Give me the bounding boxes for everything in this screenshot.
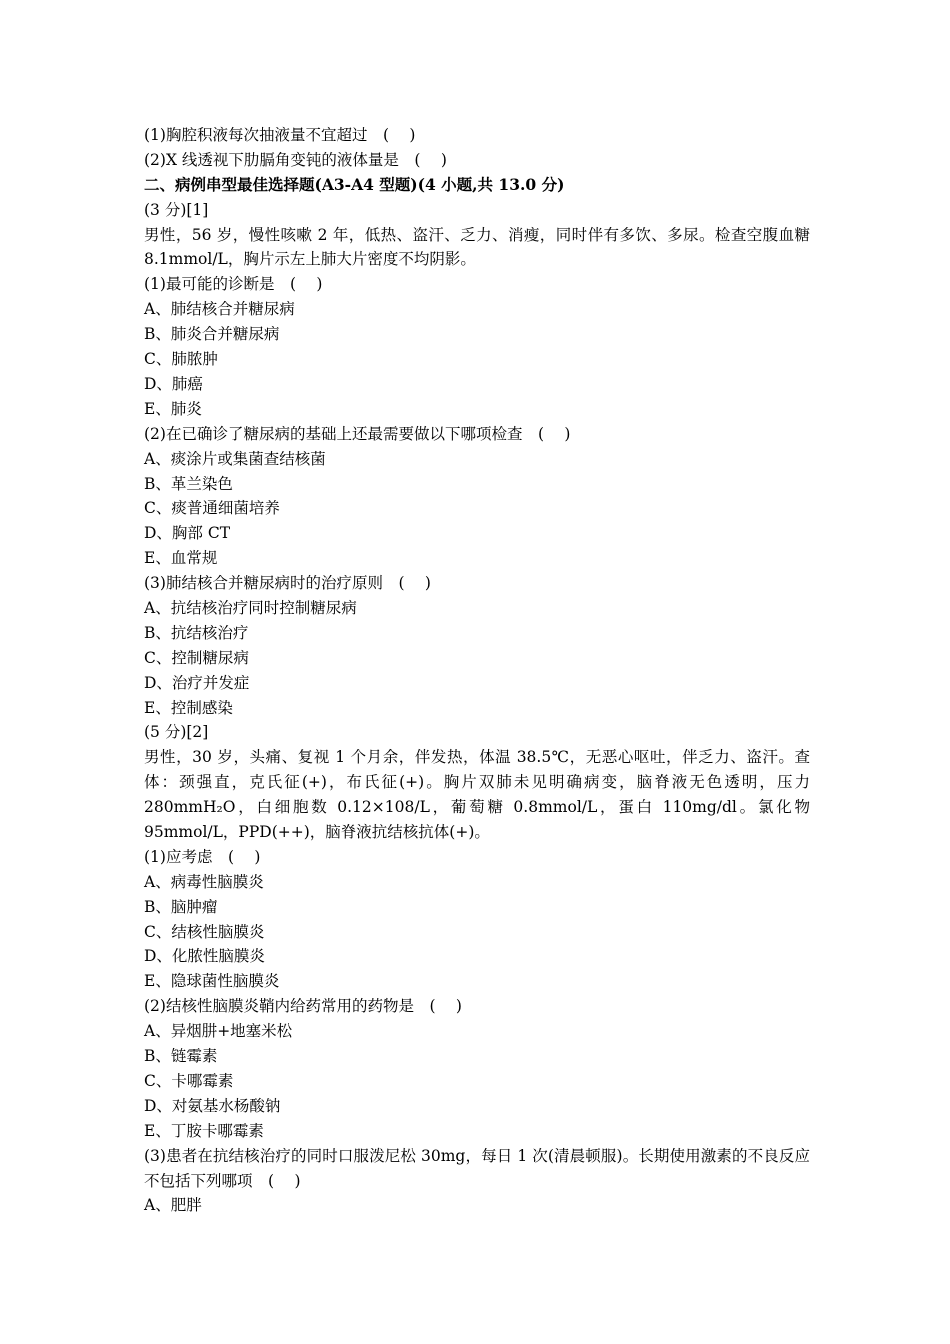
option-line: B、革兰染色 <box>144 474 233 493</box>
case-stem: 男性，30 岁，头痛、复视 1 个月余，伴发热，体温 38.5℃，无恶心呕吐，伴乏力、盗汗。查体：颈强直，克氏征(+)，布氏征(+)。胸片双肺未见明确病变，脑脊液无色透明，压力 280mmH₂O，白细胞数 0.12×108/L，葡萄糖 0.8mmol/L，蛋白 110mg/dl。氯化物 95mmol/L，PPD(++)，脑脊液抗结核抗体(+)。 <box>144 748 810 842</box>
case-stem: 男性，56 岁，慢性咳嗽 2 年，低热、盗汗、乏力、消瘦，同时伴有多饮、多尿。检查空腹血糖 8.1mmol/L，胸片示左上肺大片密度不均阴影。 <box>144 225 810 269</box>
option-line: C、痰普通细菌培养 <box>144 499 280 518</box>
option-line: E、血常规 <box>144 549 218 568</box>
option-line: D、化脓性脑膜炎 <box>144 947 265 966</box>
option-line: D、肺癌 <box>144 374 203 393</box>
option-line: B、抗结核治疗 <box>144 623 249 642</box>
option-line: A、抗结核治疗同时控制糖尿病 <box>144 598 357 617</box>
option-line: C、卡哪霉素 <box>144 1071 234 1090</box>
option-line: A、异烟肼+地塞米松 <box>144 1022 293 1041</box>
option-line: D、对氨基水杨酸钠 <box>144 1096 281 1115</box>
option-line: A、痰涂片或集菌查结核菌 <box>144 449 326 468</box>
option-line: A、肥胖 <box>144 1196 202 1215</box>
option-line: A、肺结核合并糖尿病 <box>144 300 295 319</box>
option-line: C、控制糖尿病 <box>144 648 249 667</box>
case-score: (5 分)[2] <box>144 723 209 742</box>
option-line: B、脑肿瘤 <box>144 897 218 916</box>
question-line: (1)胸腔积液每次抽液量不宜超过 ( ) <box>144 126 416 144</box>
section-heading: 二、病例串型最佳选择题(A3-A4 型题)(4 小题,共 13.0 分) <box>144 174 565 194</box>
option-line: E、控制感染 <box>144 698 233 717</box>
option-line: A、病毒性脑膜炎 <box>144 872 264 891</box>
case-score: (3 分)[1] <box>144 200 209 219</box>
question-line: (2)结核性脑膜炎鞘内给药常用的药物是 ( ) <box>144 997 462 1016</box>
option-line: B、肺炎合并糖尿病 <box>144 325 280 344</box>
option-line: C、结核性脑膜炎 <box>144 922 265 941</box>
option-line: D、治疗并发症 <box>144 673 250 692</box>
option-line: B、链霉素 <box>144 1047 218 1066</box>
option-line: E、隐球菌性脑膜炎 <box>144 972 280 991</box>
question-line: (1)最可能的诊断是 ( ) <box>144 275 323 294</box>
question-line: (1)应考虑 ( ) <box>144 847 261 866</box>
question-line: (3)肺结核合并糖尿病时的治疗原则 ( ) <box>144 574 431 593</box>
option-line: C、肺脓肿 <box>144 350 218 369</box>
option-line: D、胸部 CT <box>144 524 231 543</box>
question-line: (2)在已确诊了糖尿病的基础上还最需要做以下哪项检查 ( ) <box>144 424 571 443</box>
question-line: (2)X 线透视下肋膈角变钝的液体量是 ( ) <box>144 150 447 169</box>
question-line: (3)患者在抗结核治疗的同时口服泼尼松 30mg，每日 1 次(清晨顿服)。长期使用激素的不良反应不包括下列哪项 ( ) <box>144 1146 810 1190</box>
option-line: E、肺炎 <box>144 399 202 418</box>
option-line: E、丁胺卡哪霉素 <box>144 1121 264 1140</box>
document-page <box>144 123 810 1218</box>
